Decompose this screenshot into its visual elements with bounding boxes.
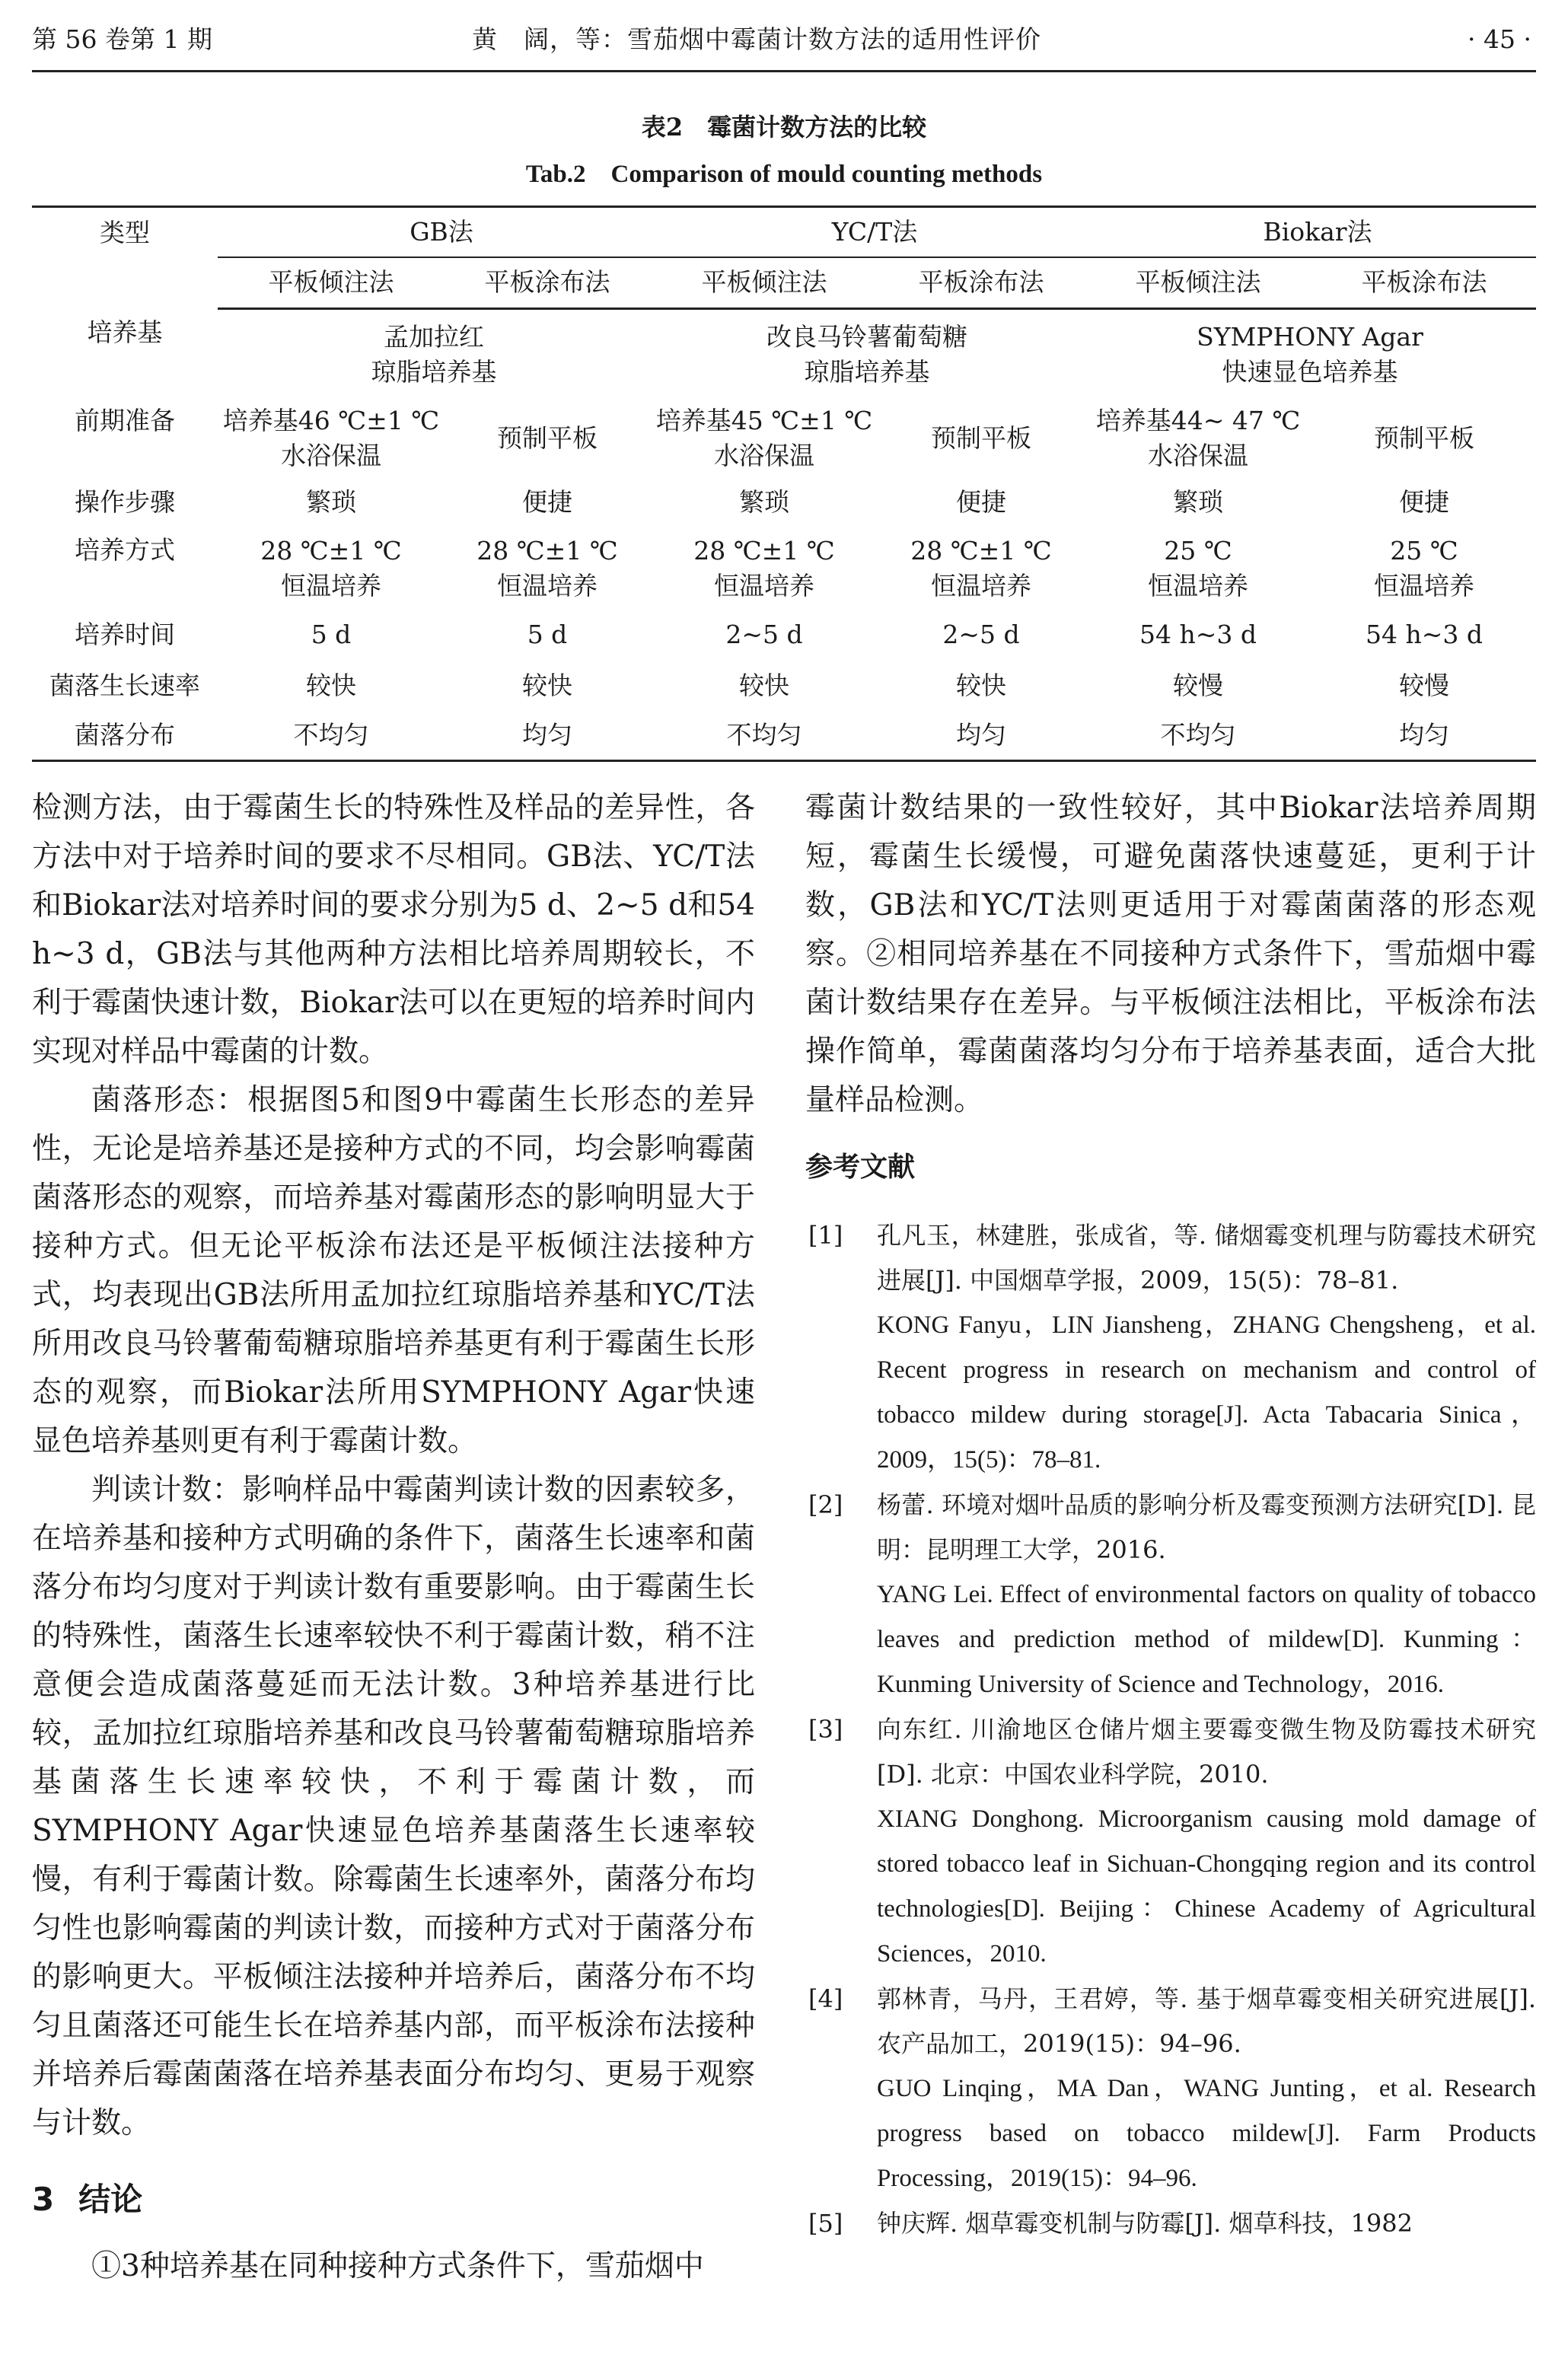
table-cell: 预制平板 <box>931 422 1031 453</box>
row-label: 培养时间 <box>75 619 175 649</box>
table-cell: 均匀 <box>445 711 650 761</box>
page-number: · 45 · <box>1468 24 1531 54</box>
row-label: 培养基 <box>87 317 163 347</box>
table-cell: 28 ℃±1 ℃ 恒温培养 <box>260 535 402 601</box>
reference-en: XIANG Donghong. Microorganism causing mold damage of stored tobacco leaf in Sichuan-Chongqing region and its control technologies[D]. Beijing：Chinese Academy of Agricultural Sciences，2010. <box>877 1805 1536 1968</box>
reference-number: [3] <box>808 1715 843 1744</box>
section-number: 3 <box>32 2181 55 2218</box>
paragraph: 霉菌计数结果的一致性较好，其中Biokar法培养周期短，霉菌生长缓慢，可避免菌落快速蔓延，更利于计数，GB法和YC/T法则更适用于对霉菌菌落的形态观察。②相同培养基在不同接种方式条件下，雪茄烟中霉菌计数结果存在差异。与平板倾注法相比，平板涂布法操作简单，霉菌菌落均匀分布于培养基表面，适合大批量样品检测。 <box>805 791 1536 1117</box>
table-row <box>32 661 1536 711</box>
table-cell: 28 ℃±1 ℃ 恒温培养 <box>476 535 618 601</box>
sub-header: 平板倾注法 <box>1084 257 1312 309</box>
table-row <box>32 400 1536 476</box>
type-header: 类型 <box>32 207 218 309</box>
sub-header: 平板倾注法 <box>650 257 878 309</box>
paragraph: 判读计数：影响样品中霉菌判读计数的因素较多，在培养基和接种方式明确的条件下，菌落生长速率和菌落分布均匀度对于判读计数有重要影响。由于霉菌生长的特殊性，菌落生长速率较快不利于霉菌计数，稍不注意便会造成菌落蔓延而无法计数。3种培养基进行比较，孟加拉红琼脂培养基和改良马铃薯葡萄糖琼脂培养基菌落生长速率较快，不利于霉菌计数，而SYMPHONY Agar快速显色培养基菌落生长速率较慢，有利于霉菌计数。除霉菌生长速率外，菌落分布均匀性也影响霉菌的判读计数，而接种方式对于菌落分布的影响更大。平板倾注法接种并培养后，菌落分布不均匀且菌落还可能生长在培养基内部，而平板涂布法接种并培养后霉菌菌落在培养基表面分布均匀、更易于观察与计数。 <box>32 1473 755 2140</box>
row-label: 菌落分布 <box>32 711 218 761</box>
table-caption-en: Tab.2 Comparison of mould counting methods <box>525 161 1043 188</box>
section-title: 结论 <box>78 2181 143 2218</box>
table-row <box>32 528 1536 609</box>
table-cell: 均匀 <box>1312 711 1536 761</box>
paragraph: ①3种培养基在同种接种方式条件下，雪茄烟中 <box>91 2249 704 2283</box>
reference-cn: 向东红. 川渝地区仓储片烟主要霉变微生物及防霉技术研究[D]. 北京：中国农业科学院，2010. <box>877 1715 1536 1789</box>
table-cell: 培养基45 ℃±1 ℃ 水浴保温 <box>655 405 873 470</box>
reference-number: [2] <box>808 1490 843 1519</box>
table-cell: 繁琐 <box>306 486 356 517</box>
reference-en: KONG Fanyu，LIN Jiansheng，ZHANG Chengsheng，et al. Recent progress in research on mechanism and control of tobacco mildew during storage[J]. Acta Tabacaria Sinica，2009，15(5)：78–81. <box>877 1311 1536 1474</box>
table-cell: 繁琐 <box>739 486 789 517</box>
table-caption-cn: 表2 霉菌计数方法的比较 <box>641 113 927 142</box>
reference-item <box>805 2201 1536 2246</box>
table-row <box>32 609 1536 661</box>
reference-cn: 孔凡玉，林建胜，张成省，等. 储烟霉变机理与防霉技术研究进展[J]. 中国烟草学报，2009，15(5)：78–81. <box>877 1221 1536 1295</box>
table-cell: 不均匀 <box>218 711 445 761</box>
reference-number: [1] <box>808 1221 843 1250</box>
table-cell: 5 d <box>527 619 568 649</box>
group-biokar: Biokar法 <box>1084 207 1536 257</box>
running-title: 黄 阔，等：雪茄烟中霉菌计数方法的适用性评价 <box>472 24 1041 54</box>
table-cell: 5 d <box>311 619 352 649</box>
sub-header: 平板涂布法 <box>878 257 1084 309</box>
table-cell: 较快 <box>956 670 1006 700</box>
row-label: 操作步骤 <box>75 486 175 517</box>
reference-en: YANG Lei. Effect of environmental factors on quality of tobacco leaves and prediction method of mildew[D]. Kunming：Kunming University of Science and Technology，2016. <box>877 1581 1536 1698</box>
table-row <box>32 711 1536 761</box>
table-cell: 2~5 d <box>725 619 803 649</box>
paragraph: 检测方法，由于霉菌生长的特殊性及样品的差异性，各方法中对于培养时间的要求不尽相同。GB法、YC/T法和Biokar法对培养时间的要求分别为5 d、2~5 d和54 h~3 d，GB法与其他两种方法相比培养周期较长，不利于霉菌快速计数，Biokar法可以在更短的培养时间内实现对样品中霉菌的计数。 <box>32 791 755 1069</box>
paragraph: 菌落形态：根据图5和图9中霉菌生长形态的差异性，无论是培养基还是接种方式的不同，均会影响霉菌菌落形态的观察，而培养基对霉菌形态的影响明显大于接种方式。但无论平板涂布法还是平板倾注法接种方式，均表现出GB法所用孟加拉红琼脂培养基和YC/T法所用改良马铃薯葡萄糖琼脂培养基更有利于霉菌生长形态的观察，而Biokar法所用SYMPHONY Agar快速显色培养基则更有利于霉菌计数。 <box>32 1083 755 1458</box>
table-cell: 不均匀 <box>650 711 878 761</box>
table-cell: 培养基46 ℃±1 ℃ 水浴保温 <box>222 405 440 470</box>
group-yct: YC/T法 <box>650 207 1084 257</box>
table-cell: 较快 <box>306 670 356 700</box>
reference-en: GUO Linqing，MA Dan，WANG Junting，et al. Research progress based on tobacco mildew[J]. Farm Products Processing，2019(15)：94–96. <box>877 2075 1536 2192</box>
journal-volume: 第 56 卷第 1 期 <box>32 24 212 54</box>
reference-item <box>805 1213 1536 1483</box>
sub-header: 平板倾注法 <box>218 257 445 309</box>
reference-item <box>805 1707 1536 1977</box>
table-cell: 便捷 <box>1399 486 1449 517</box>
right-column <box>805 784 1536 2246</box>
comparison-table <box>32 206 1536 762</box>
table-cell: SYMPHONY Agar 快速显色培养基 <box>1197 322 1423 387</box>
row-label: 菌落生长速率 <box>49 670 200 700</box>
table-cell: 28 ℃±1 ℃ 恒温培养 <box>693 535 835 601</box>
table-cell: 28 ℃±1 ℃ 恒温培养 <box>910 535 1052 601</box>
table-cell: 54 h~3 d <box>1139 619 1257 649</box>
table-cell: 2~5 d <box>942 619 1020 649</box>
reference-number: [4] <box>808 1984 843 2013</box>
table-cell: 预制平板 <box>497 422 598 453</box>
reference-item <box>805 1977 1536 2201</box>
table-cell: 便捷 <box>956 486 1006 517</box>
table-cell: 较快 <box>739 670 789 700</box>
table-cell: 25 ℃ 恒温培养 <box>1374 535 1474 601</box>
table-cell: 均匀 <box>878 711 1084 761</box>
section-heading <box>32 2175 755 2224</box>
references-heading: 参考文献 <box>805 1152 916 1183</box>
table-cell: 不均匀 <box>1084 711 1312 761</box>
table-cell: 较慢 <box>1173 670 1223 700</box>
row-label: 前期准备 <box>75 405 175 435</box>
table-cell: 较快 <box>522 670 572 700</box>
table-row <box>32 309 1536 400</box>
table-cell: 较慢 <box>1399 670 1449 700</box>
sub-header: 平板涂布法 <box>1312 257 1536 309</box>
reference-number: [5] <box>808 2209 843 2238</box>
table-cell: 25 ℃ 恒温培养 <box>1148 535 1248 601</box>
reference-list <box>805 1213 1536 2246</box>
left-column <box>32 784 755 2291</box>
table-cell: 繁琐 <box>1173 486 1223 517</box>
row-label: 培养方式 <box>75 534 175 565</box>
reference-cn: 钟庆辉. 烟草霉变机制与防霉[J]. 烟草科技，1982 <box>877 2209 1413 2238</box>
table-cell: 孟加拉红 琼脂培养基 <box>371 322 497 387</box>
table-row <box>32 476 1536 528</box>
header-rule <box>32 70 1536 72</box>
table-cell: 改良马铃薯葡萄糖 琼脂培养基 <box>766 322 967 387</box>
group-gb: GB法 <box>218 207 650 257</box>
table-cell: 培养基44~ 47 ℃ 水浴保温 <box>1095 405 1301 470</box>
table-subheader-row <box>32 257 1536 309</box>
table-cell: 预制平板 <box>1374 422 1474 453</box>
table-header-row <box>32 207 1536 257</box>
table-cell: 便捷 <box>522 486 572 517</box>
table-cell: 54 h~3 d <box>1366 619 1483 649</box>
reference-item <box>805 1483 1536 1707</box>
reference-cn: 杨蕾. 环境对烟叶品质的影响分析及霉变预测方法研究[D]. 昆明：昆明理工大学，2016. <box>877 1490 1536 1564</box>
reference-cn: 郭林青，马丹，王君婷，等. 基于烟草霉变相关研究进展[J]. 农产品加工，2019(15)：94–96. <box>877 1984 1536 2058</box>
sub-header: 平板涂布法 <box>445 257 650 309</box>
